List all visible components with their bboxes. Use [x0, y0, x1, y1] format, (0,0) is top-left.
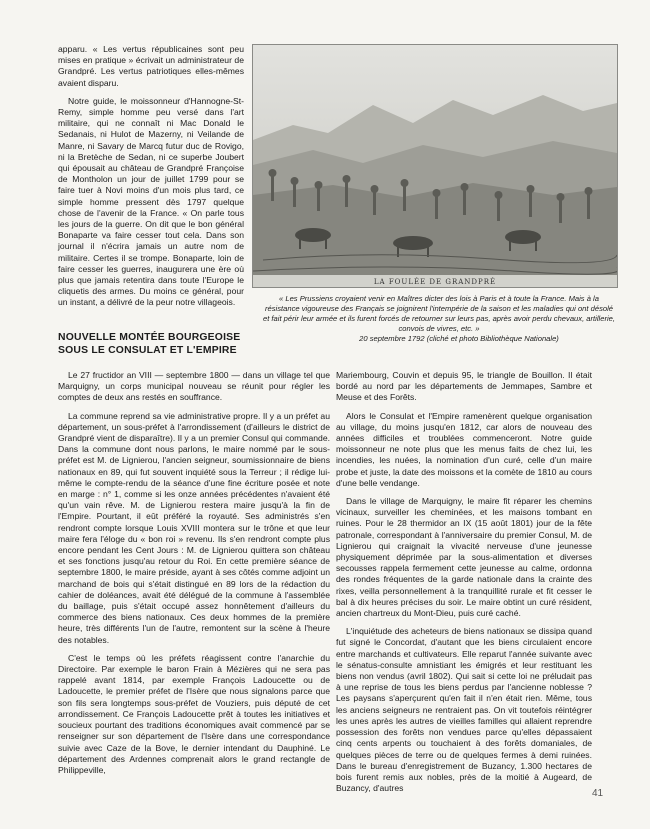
engraving-inscription: LA FOULÉE DE GRANDPRÉ — [373, 278, 497, 286]
paragraph: La commune reprend sa vie administrative propre. Il y a un préfet au département, un sous-préfet à l'arrondissement (d'ailleurs le district de Grandpré vient de disparaître). Il y a un premier Consul qui commande. Dans la commune dont nous parlons, le maire nommé par le sous-préfet est M. de Lignierou, l'ancien seigneur, soumissionnaire de biens nationaux en 89, qui fut souvent inquiété sous la Terreur ; il rédige lui-même le compte-rendu de la séance d'une fine écriture posée et note en marge : n° 1, comme si les onze années précédentes n'avaient été qu'un vain rêve. M. de Lignierou restera maire jusqu'à la fin de l'Empire. Pourtant, il eût préféré la royauté. Ses administrés s'en rendront compte lorsque Louis XVIII montera sur le trône et que leur maire fera l'éloge du « bon roi » revenu. Ils s'en rendront compte plus encore pendant les Cent Jours : M. de Lignierou quittera son château et ses fonctions jusqu'au retour du Roi. En cette première séance de septembre 1800, le maire préside, ayant à ses côtés comme adjoint un marchand de bois qui s'était distingué en 89 lors de la rédaction du cahier de doléances, avait été délégué de la commune à l'assemblée du baillage, puis s'était occupé assez honnêtement d'ailleurs du commerce des biens nationaux. Ces deux hommes de la première heure, très différents l'un de l'autre, remontent sur la scène à l'heure des notables. — [58, 410, 330, 645]
section-title: NOUVELLE MONTÉE BOURGEOISE SOUS LE CONSULAT ET L'EMPIRE — [58, 332, 241, 356]
paragraph: Le 27 fructidor an VIII — septembre 1800 — dans un village tel que Marquigny, un corps municipal nouveau se réunit pour régler les comptes de deux ans restés en souffrance. — [58, 370, 330, 403]
left-text-column — [58, 44, 244, 316]
bottom-left-column — [58, 370, 330, 783]
engraving-image — [252, 44, 618, 288]
page-number: 41 — [592, 788, 604, 799]
paragraph: Mariembourg, Couvin et depuis 95, le triangle de Bouillon. Il était bordé au nord par les départements de Jemmapes, Sambre et Meuse et des Forêts. — [336, 370, 592, 403]
paragraph: L'inquiétude des acheteurs de biens nationaux se dissipa quand fut signé le Concordat, d'autant que les biens circulaient encore entre marchands et cultivateurs. Elle reparut l'année suivante avec le sénatus-consulte amnistiant les émigrés et leur restituant les biens non vendus (avril 1802). Qui sait si cette loi ne préludait pas à une reprise de tous les biens perdus par l'ancienne noblesse ? Les paysans s'aperçurent qu'en fait il n'en était rien. Même, tous les anciens seigneurs ne rentraient pas. On vit toutefois réintégrer les unes après les autres de vieilles familles qui allaient reprendre possession des forêts non vendues parce qu'elles dépassaient cinq cents arpents ou touchaient à des forêts domaniales, de quelques pièces de terre ou de quelques fermes à demi ruinées. Dans le bureau d'enregistrement de Buzancy, 1.300 hectares de bois furent remis aux nobles, près de la moitié à Augeard, de Buzancy, d'autres — [336, 626, 592, 794]
caption-credit: 20 septembre 1792 (cliché et photo Bibliothèque Nationale) — [359, 334, 559, 343]
paragraph: Notre guide, le moissonneur d'Hannogne-St-Remy, simple homme peu versé dans l'art militaire, qui ne connaît ni Mac Donald le Sedanais, ni Hulot de Mazerny, ni Veilande de Manre, ni Savary de Marcq futur duc de Rovigo, ni la Bretèche de Sedan, ni ce superbe Joubert qui épousait au château de Grandpré Françoise de Montholon un jour de juillet 1799 pour se faire tuer à Novi moins d'un mois plus tard, ce simple homme pressent dès 1797 quelque chose de l'avenir de la France. « On parle tous les jours de la guerre. On dit que le bon général Bonaparte va faire cesser tout cela. Dans son journal il n'écrira jamais un autre nom de militaire. Certes il se trompe. Bonaparte, loin de faire cesser les guerres, inaugurera une ère où plus que jamais retentira dans toute l'Europe le cliquetis des armes. Du moins ce général, pour un instant, a délivré de la peur notre villageois. — [58, 95, 244, 308]
paragraph: Alors le Consulat et l'Empire ramenèrent quelque organisation au village, du moins jusqu'en 1812, car alors de nouveau des années difficiles et troublées commenceront. Notre guide moissonneur ne note plus que les menus faits de chez lui, les incendies, les nuées, la nomination d'un curé, celle d'un maire probe et juste, la date des moissons et la comète de 1810 au cours d'une belle vendange. — [336, 410, 592, 488]
paragraph: C'est le temps où les préfets réagissent contre l'anarchie du Directoire. Par exemple le baron Frain à Mézières qui ne sera pas rappelé avant 1814, par exemple François Ladoucette ou de Ladoucette, le premier préfet de l'Isère que nous signalons parce que son fils sera longtemps sous-préfet de Vouziers, puis député de cet arrondissement. Ce François Ladoucette prêt à toutes les initiatives et soucieux pourtant des traditions économiques avait commencé par se renseigner sur son département de l'Isère dans une correspondance suivie avec Caze de la Bove, le dernier intendant du Dauphiné. Le département des Ardennes comprenait alors le grand rectangle de Philippeville, — [58, 652, 330, 775]
paragraph: apparu. « Les vertus républicaines sont peu mises en pratique » écrivait un administrateur de Grandpré. Les vertus patriotiques elles-mêmes avaient disparu. — [58, 44, 244, 88]
caption-text: « Les Prussiens croyaient venir en Maîtres dicter des lois à Paris et à toute la France. Mais à la résistance vigoureuse des Français se joignirent l'intempérie de la saison et les maladies qui ont désolé et fait périr leur armée et ils furent forcés de retourner sur leurs pas, après avoir perdu chevaux, artillerie, convois de vivres, etc. » — [262, 294, 615, 333]
engraving-illustration — [253, 45, 617, 287]
bottom-right-column — [336, 370, 592, 801]
paragraph: Dans le village de Marquigny, le maire fit réparer les chemins vicinaux, surveiller les cheminées, et les maisons tombant en ruines. Pour le 28 thermidor an IX (15 août 1801) jour de la fête patronale, correspondant à l'anniversaire du premier Consul, M. de Lignierou qui craignait la vivacité nerveuse d'une jeunesse physiquement déprimée par la sous-alimentation et diverses secousses rappela fermement cette jeunesse au calme, ordonna des rondes fréquentes de la garde nationale dans la crainte des rixes, veilla personnellement à la tranquillité rurale et fit cesser le bal à dix heures précises du soir. Le maire obtint un curé résident, ancien chartreux du Mont-Dieu, puis curé caché. — [336, 496, 592, 619]
engraving-caption — [262, 294, 616, 344]
